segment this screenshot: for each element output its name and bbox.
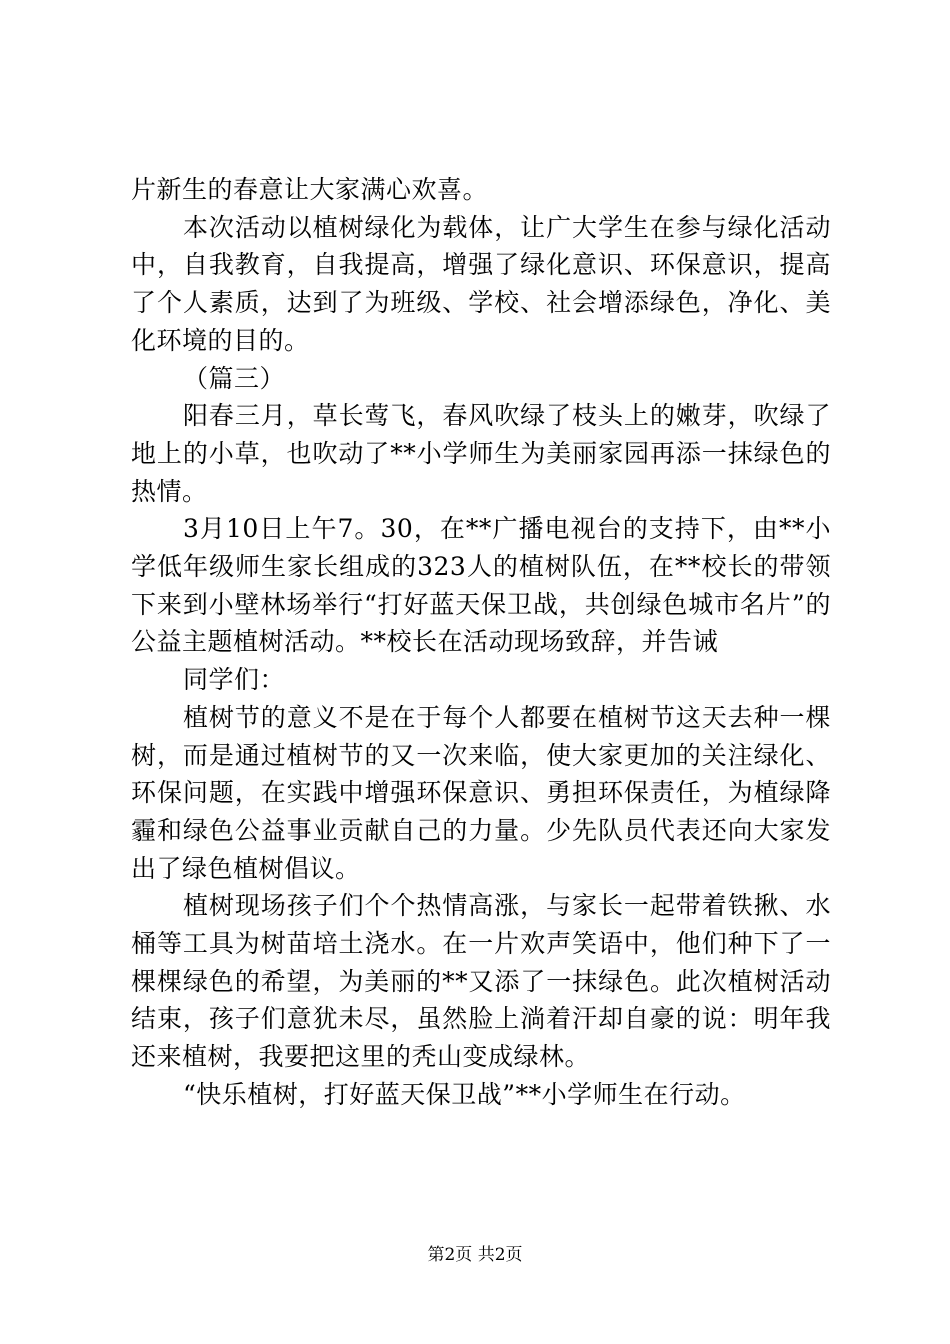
paragraph-arbor-day-meaning: 植树节的意义不是在于每个人都要在植树节这天去种一棵树，而是通过植树节的又一次来临，使大家更加的关注绿化、环保问题，在实践中增强环保意识、勇担环保责任，为植绿降霾和绿色公益事业贡献自己的力量。少先队员代表还向大家发出了绿色植树倡议。 <box>131 702 831 883</box>
paragraph-event-details: 3月10日上午7。30，在**广播电视台的支持下，由**小学低年级师生家长组成的323人的植树队伍，在**校长的带领下来到小壁林场举行“打好蓝天保卫战，共创绿色城市名片”的公益主题植树活动。**校长在活动现场致辞，并告诫 <box>131 514 831 657</box>
paragraph-spring-intro: 阳春三月，草长莺飞，春风吹绿了枝头上的嫩芽，吹绿了地上的小草，也吹动了**小学师生为美丽家园再添一抹绿色的热情。 <box>131 401 831 506</box>
paragraph-closing-slogan: “快乐植树，打好蓝天保卫战”**小学师生在行动。 <box>183 1079 746 1109</box>
page-footer <box>0 1244 950 1266</box>
document-body <box>131 171 831 1114</box>
paragraph-continuation: 片新生的春意让大家满心欢喜。 <box>131 175 489 204</box>
paragraph-activity-summary: 本次活动以植树绿化为载体，让广大学生在参与绿化活动中，自我教育，自我提高，增强了绿化意识、环保意识，提高了个人素质，达到了为班级、学校、社会增添绿色，净化、美化环境的目的。 <box>131 212 831 355</box>
page-number-label: 第2页 共2页 <box>427 1245 523 1265</box>
paragraph-planting-scene: 植树现场孩子们个个热情高涨，与家长一起带着铁揪、水桶等工具为树苗培土浇水。在一片欢声笑语中，他们种下了一棵棵绿色的希望，为美丽的**又添了一抹绿色。此次植树活动结束，孩子们意犹未尽，虽然脸上淌着汗却自豪的说：明年我还来植树，我要把这里的秃山变成绿林。 <box>131 891 831 1072</box>
section-heading-part-three: （篇三） <box>183 363 286 393</box>
paragraph-salutation: 同学们： <box>183 665 286 695</box>
